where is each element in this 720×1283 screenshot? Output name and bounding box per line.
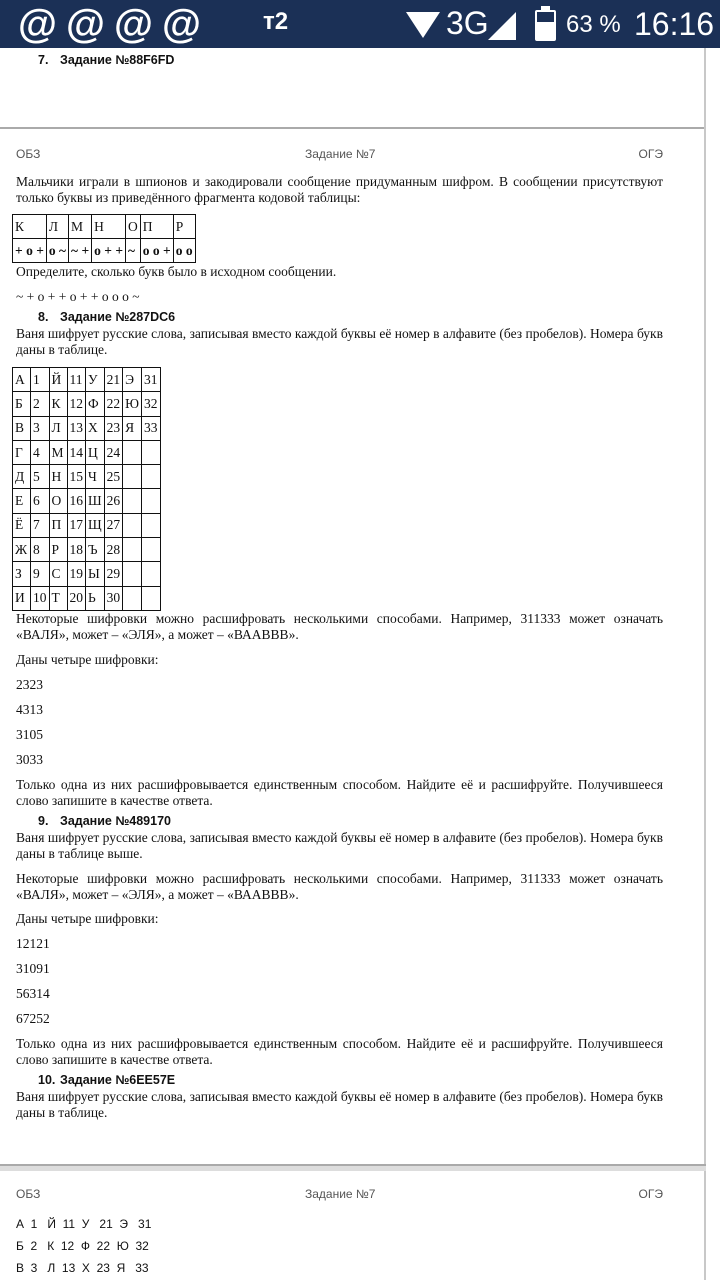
cipher-code-cell: + о + bbox=[13, 239, 47, 263]
alphabet-table bbox=[12, 367, 161, 611]
battery-percent: 63 % bbox=[566, 11, 621, 38]
battery-icon bbox=[535, 10, 556, 41]
alphabet-cell bbox=[123, 465, 142, 489]
alphabet-cell: 24 bbox=[104, 440, 123, 464]
alphabet-cell bbox=[123, 489, 142, 513]
task9-task: Только одна из них расшифровывается единственным способом. Найдите её и расшифруйте. Получившееся слово запишите в качестве ответа. bbox=[16, 1036, 663, 1067]
alphabet-cell: 28 bbox=[104, 538, 123, 562]
alphabet-cell: У bbox=[86, 368, 105, 392]
task10-intro: Ваня шифрует русские слова, записывая вместо каждой буквы её номер в алфавите (без пробелов). Номера букв даны в таблице. bbox=[16, 1089, 663, 1120]
alphabet-cell bbox=[123, 513, 142, 537]
alphabet-cell: 6 bbox=[31, 489, 50, 513]
alphabet-cell: 13 bbox=[67, 416, 86, 440]
alphabet-row bbox=[13, 368, 161, 392]
alphabet-cell: 20 bbox=[67, 586, 86, 610]
cipher-code-cell: о + + bbox=[92, 239, 126, 263]
signal-icon bbox=[488, 12, 516, 40]
task9-code-2: 31091 bbox=[16, 961, 50, 976]
status-bar bbox=[0, 0, 720, 48]
network-type: 3G bbox=[446, 5, 489, 41]
alphabet-cell: Ф bbox=[86, 392, 105, 416]
alphabet-cell: О bbox=[49, 489, 67, 513]
task8-code-4: 3033 bbox=[16, 752, 43, 767]
alphabet-cell: 10 bbox=[31, 586, 50, 610]
alphabet-cell: 31 bbox=[142, 368, 161, 392]
alphabet-cell: 15 bbox=[67, 465, 86, 489]
alphabet-cell: 3 bbox=[31, 416, 50, 440]
alphabet-cell: Д bbox=[13, 465, 31, 489]
alphabet-cell: М bbox=[49, 440, 67, 464]
cipher-letter-cell: П bbox=[140, 215, 173, 239]
alphabet-row bbox=[13, 513, 161, 537]
alphabet-cell bbox=[123, 538, 142, 562]
alphabet-cell: Ы bbox=[86, 562, 105, 586]
header-center: Задание №7 bbox=[305, 147, 376, 161]
cipher-code-cell: ~ + bbox=[69, 239, 92, 263]
alphabet-cell bbox=[142, 440, 161, 464]
alphabet-cell: 4 bbox=[31, 440, 50, 464]
alphabet-cell: 29 bbox=[104, 562, 123, 586]
at-notification-icon: @ bbox=[66, 2, 106, 46]
alphabet-cell bbox=[123, 440, 142, 464]
alphabet-cell: 23 bbox=[104, 416, 123, 440]
page-separator bbox=[0, 1164, 706, 1171]
alphabet-cell: Щ bbox=[86, 513, 105, 537]
cipher-code-cell: о о + bbox=[140, 239, 173, 263]
alphabet-cell: И bbox=[13, 586, 31, 610]
alphabet-cell: Ь bbox=[86, 586, 105, 610]
alphabet-cell: 12 bbox=[67, 392, 86, 416]
alphabet-cell: 8 bbox=[31, 538, 50, 562]
alphabet-cell bbox=[123, 586, 142, 610]
alphabet-cell: Г bbox=[13, 440, 31, 464]
alphabet-cell: 14 bbox=[67, 440, 86, 464]
alphabet-cell: Х bbox=[86, 416, 105, 440]
task8-code-3: 3105 bbox=[16, 727, 43, 742]
alphabet-row bbox=[13, 465, 161, 489]
cipher-letter-cell: К bbox=[13, 215, 47, 239]
alphabet-cell: 33 bbox=[142, 416, 161, 440]
alphabet-cell: Ъ bbox=[86, 538, 105, 562]
cipher-letter-cell: Н bbox=[92, 215, 126, 239]
alphabet-cell: 18 bbox=[67, 538, 86, 562]
task9-code-1: 12121 bbox=[16, 936, 50, 951]
task9-code-3: 56314 bbox=[16, 986, 50, 1001]
task7-message: ~ + о + + о + + о о о ~ bbox=[16, 289, 140, 304]
alphabet-cell: Ч bbox=[86, 465, 105, 489]
task8-task: Только одна из них расшифровывается единственным способом. Найдите её и расшифруйте. Получившееся слово запишите в качестве ответа. bbox=[16, 777, 663, 808]
cipher-code-cell: ~ bbox=[126, 239, 141, 263]
alphabet-cell: 7 bbox=[31, 513, 50, 537]
alphabet-row bbox=[13, 416, 161, 440]
alphabet-cell: 26 bbox=[104, 489, 123, 513]
alphabet-row bbox=[13, 489, 161, 513]
cipher-letter-cell: О bbox=[126, 215, 141, 239]
battery-level bbox=[537, 22, 554, 39]
alphabet-cell bbox=[142, 586, 161, 610]
alphabet-cell: 5 bbox=[31, 465, 50, 489]
cipher-letter-cell: Р bbox=[173, 215, 195, 239]
cipher-code-cell: о о bbox=[173, 239, 195, 263]
alphabet-cell: З bbox=[13, 562, 31, 586]
cipher-table bbox=[12, 214, 196, 263]
alphabet-cell: 22 bbox=[104, 392, 123, 416]
wifi-icon bbox=[406, 12, 440, 38]
alphabet-cell: 25 bbox=[104, 465, 123, 489]
task8-given: Даны четыре шифровки: bbox=[16, 652, 159, 667]
alphabet-cell: 21 bbox=[104, 368, 123, 392]
header-right: ОГЭ bbox=[638, 1187, 663, 1201]
cipher-letter-cell: Л bbox=[46, 215, 68, 239]
alphabet-cell: 19 bbox=[67, 562, 86, 586]
at-notification-icon: @ bbox=[18, 2, 58, 46]
alphabet-line: В 3 Л 13 Х 23 Я 33 bbox=[16, 1261, 149, 1275]
task-title[interactable]: 7. Задание №88F6FD bbox=[38, 53, 175, 67]
alphabet-row bbox=[13, 538, 161, 562]
task8-note: Некоторые шифровки можно расшифровать несколькими способами. Например, 311333 может означать «ВАЛЯ», может – «ЭЛЯ», а может – «ВААВВВ». bbox=[16, 611, 663, 642]
cipher-letter-cell: М bbox=[69, 215, 92, 239]
task9-given: Даны четыре шифровки: bbox=[16, 911, 159, 926]
task9-intro: Ваня шифрует русские слова, записывая вместо каждой буквы её номер в алфавите (без пробелов). Номера букв даны в таблице выше. bbox=[16, 830, 663, 861]
alphabet-cell bbox=[142, 562, 161, 586]
task8-code-2: 4313 bbox=[16, 702, 43, 717]
alphabet-row bbox=[13, 562, 161, 586]
task9-note: Некоторые шифровки можно расшифровать несколькими способами. Например, 311333 может означать «ВАЛЯ», может – «ЭЛЯ», а может – «ВААВВВ». bbox=[16, 871, 663, 902]
alphabet-cell: Ю bbox=[123, 392, 142, 416]
task8-intro: Ваня шифрует русские слова, записывая вместо каждой буквы её номер в алфавите (без пробелов). Номера букв даны в таблице. bbox=[16, 326, 663, 357]
page2-alphabet bbox=[16, 1217, 151, 1283]
alphabet-cell: Б bbox=[13, 392, 31, 416]
cipher-code-cell: о ~ bbox=[46, 239, 68, 263]
alphabet-cell: Я bbox=[123, 416, 142, 440]
at-notification-icon: @ bbox=[114, 2, 154, 46]
alphabet-cell: 11 bbox=[67, 368, 86, 392]
alphabet-cell: 2 bbox=[31, 392, 50, 416]
page-edge bbox=[704, 48, 706, 1280]
alphabet-cell: Н bbox=[49, 465, 67, 489]
clock: 16:16 bbox=[634, 6, 715, 42]
header-left: ОБЗ bbox=[16, 1187, 41, 1201]
alphabet-line: А 1 Й 11 У 21 Э 31 bbox=[16, 1217, 152, 1231]
alphabet-cell: А bbox=[13, 368, 31, 392]
alphabet-cell: Э bbox=[123, 368, 142, 392]
task7-intro: Мальчики играли в шпионов и закодировали сообщение придуманным шифром. В сообщении присутствуют только буквы из приведённого фрагмента кодовой таблицы: bbox=[16, 174, 663, 205]
alphabet-cell bbox=[142, 513, 161, 537]
alphabet-cell: 27 bbox=[104, 513, 123, 537]
page-separator bbox=[0, 127, 704, 129]
task8-code-1: 2323 bbox=[16, 677, 43, 692]
alphabet-line: Б 2 К 12 Ф 22 Ю 32 bbox=[16, 1239, 149, 1253]
task-title[interactable]: 9. Задание №489170 bbox=[38, 814, 171, 828]
alphabet-cell: 17 bbox=[67, 513, 86, 537]
alphabet-cell: 16 bbox=[67, 489, 86, 513]
header-right: ОГЭ bbox=[638, 147, 663, 161]
alphabet-cell: Ж bbox=[13, 538, 31, 562]
alphabet-cell: Ш bbox=[86, 489, 105, 513]
alphabet-cell bbox=[123, 562, 142, 586]
alphabet-cell: Р bbox=[49, 538, 67, 562]
alphabet-row bbox=[13, 586, 161, 610]
alphabet-cell bbox=[142, 538, 161, 562]
alphabet-cell: 9 bbox=[31, 562, 50, 586]
alphabet-cell bbox=[142, 489, 161, 513]
task9-code-4: 67252 bbox=[16, 1011, 50, 1026]
alphabet-cell: Й bbox=[49, 368, 67, 392]
task-title[interactable]: 10. Задание №6EE57E bbox=[38, 1073, 176, 1087]
alphabet-cell: Л bbox=[49, 416, 67, 440]
carrier-label: т2 bbox=[263, 8, 289, 35]
alphabet-cell: 1 bbox=[31, 368, 50, 392]
header-left: ОБЗ bbox=[16, 147, 41, 161]
alphabet-cell: 30 bbox=[104, 586, 123, 610]
task7-question: Определите, сколько букв было в исходном сообщении. bbox=[16, 264, 337, 279]
header-center: Задание №7 bbox=[305, 1187, 376, 1201]
at-notification-icon: @ bbox=[162, 2, 202, 46]
alphabet-cell: Т bbox=[49, 586, 67, 610]
alphabet-row bbox=[13, 440, 161, 464]
alphabet-cell bbox=[142, 465, 161, 489]
alphabet-cell: Ё bbox=[13, 513, 31, 537]
alphabet-cell: В bbox=[13, 416, 31, 440]
alphabet-cell: 32 bbox=[142, 392, 161, 416]
alphabet-cell: К bbox=[49, 392, 67, 416]
alphabet-cell: П bbox=[49, 513, 67, 537]
task-title[interactable]: 8. Задание №287DC6 bbox=[38, 310, 176, 324]
alphabet-cell: Ц bbox=[86, 440, 105, 464]
alphabet-cell: Е bbox=[13, 489, 31, 513]
alphabet-cell: С bbox=[49, 562, 67, 586]
alphabet-row bbox=[13, 392, 161, 416]
